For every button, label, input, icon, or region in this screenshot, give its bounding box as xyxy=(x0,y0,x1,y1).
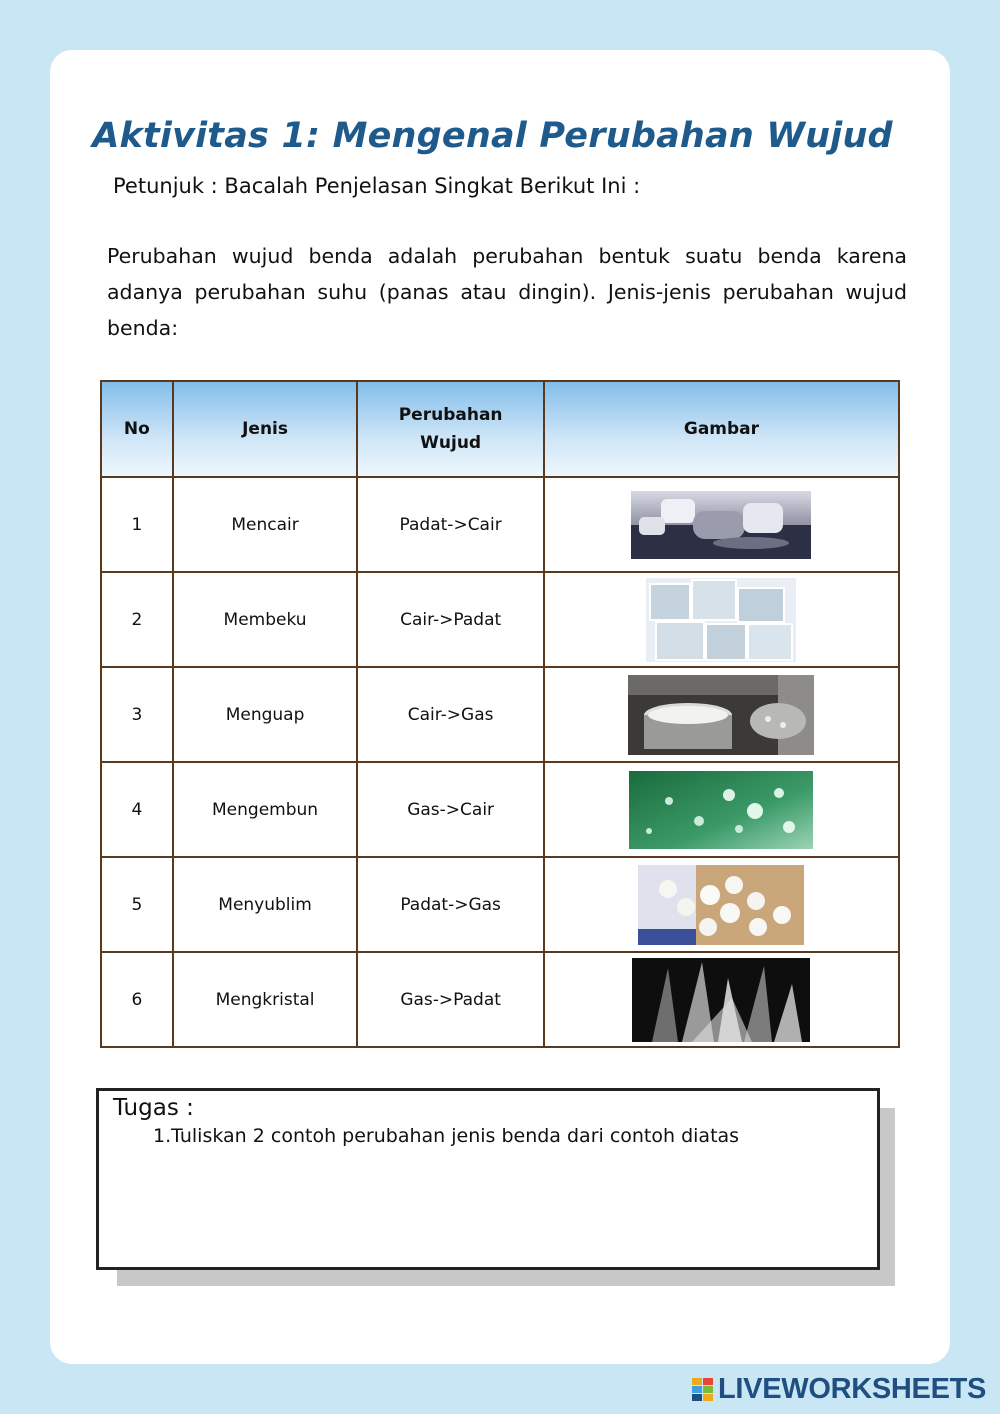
row-jenis: Mengkristal xyxy=(173,952,358,1047)
row-jenis: Mengembun xyxy=(173,762,358,857)
row-no: 4 xyxy=(101,762,173,857)
row-perubahan: Padat->Cair xyxy=(357,477,544,572)
row-gambar xyxy=(544,952,899,1047)
row-perubahan: Padat->Gas xyxy=(357,857,544,952)
row-no: 6 xyxy=(101,952,173,1047)
row-perubahan: Cair->Gas xyxy=(357,667,544,762)
row-no: 3 xyxy=(101,667,173,762)
task-box xyxy=(96,1088,880,1270)
row-no: 2 xyxy=(101,572,173,667)
boiling-pot-image xyxy=(628,675,814,755)
row-perubahan: Gas->Cair xyxy=(357,762,544,857)
melting-ice-image xyxy=(631,491,811,559)
table-row xyxy=(101,857,899,952)
table-row xyxy=(101,952,899,1047)
row-jenis: Membeku xyxy=(173,572,358,667)
table-row xyxy=(101,762,899,857)
table-header-row xyxy=(101,381,899,477)
ice-cubes-image xyxy=(646,578,796,662)
changes-of-state-table xyxy=(100,380,900,1048)
header-perubahan-line2: Wujud xyxy=(420,433,482,453)
mothballs-image xyxy=(638,865,804,945)
liveworksheets-branding xyxy=(692,1373,986,1406)
row-perubahan: Gas->Padat xyxy=(357,952,544,1047)
row-no: 5 xyxy=(101,857,173,952)
table-row xyxy=(101,572,899,667)
row-gambar xyxy=(544,667,899,762)
intro-paragraph: Perubahan wujud benda adalah perubahan bentuk suatu benda karena adanya perubahan suhu (panas atau dingin). Jenis-jenis perubahan wujud benda: xyxy=(107,244,907,340)
table-row xyxy=(101,667,899,762)
row-gambar xyxy=(544,857,899,952)
header-no: No xyxy=(101,381,173,477)
table-row xyxy=(101,477,899,572)
header-perubahan-wujud xyxy=(357,381,544,477)
header-jenis: Jenis xyxy=(173,381,358,477)
task-item xyxy=(153,1125,739,1147)
instruction-text: Petunjuk : Bacalah Penjelasan Singkat Berikut Ini : xyxy=(113,174,641,198)
header-gambar: Gambar xyxy=(544,381,899,477)
row-jenis: Menyublim xyxy=(173,857,358,952)
task-item-text: Tuliskan 2 contoh perubahan jenis benda dari contoh diatas xyxy=(171,1125,740,1147)
crystals-image xyxy=(632,958,810,1042)
row-jenis: Mencair xyxy=(173,477,358,572)
row-no: 1 xyxy=(101,477,173,572)
row-gambar xyxy=(544,477,899,572)
row-jenis: Menguap xyxy=(173,667,358,762)
row-gambar xyxy=(544,762,899,857)
row-perubahan: Cair->Padat xyxy=(357,572,544,667)
task-item-number: 1. xyxy=(153,1125,172,1147)
liveworksheets-logo-icon xyxy=(692,1376,714,1404)
page-title: Aktivitas 1: Mengenal Perubahan Wujud xyxy=(92,116,893,156)
row-gambar xyxy=(544,572,899,667)
task-title: Tugas : xyxy=(113,1095,194,1121)
liveworksheets-wordmark: LIVEWORKSHEETS xyxy=(718,1373,987,1405)
dew-on-leaf-image xyxy=(629,771,813,849)
header-perubahan-line1: Perubahan xyxy=(398,405,503,425)
